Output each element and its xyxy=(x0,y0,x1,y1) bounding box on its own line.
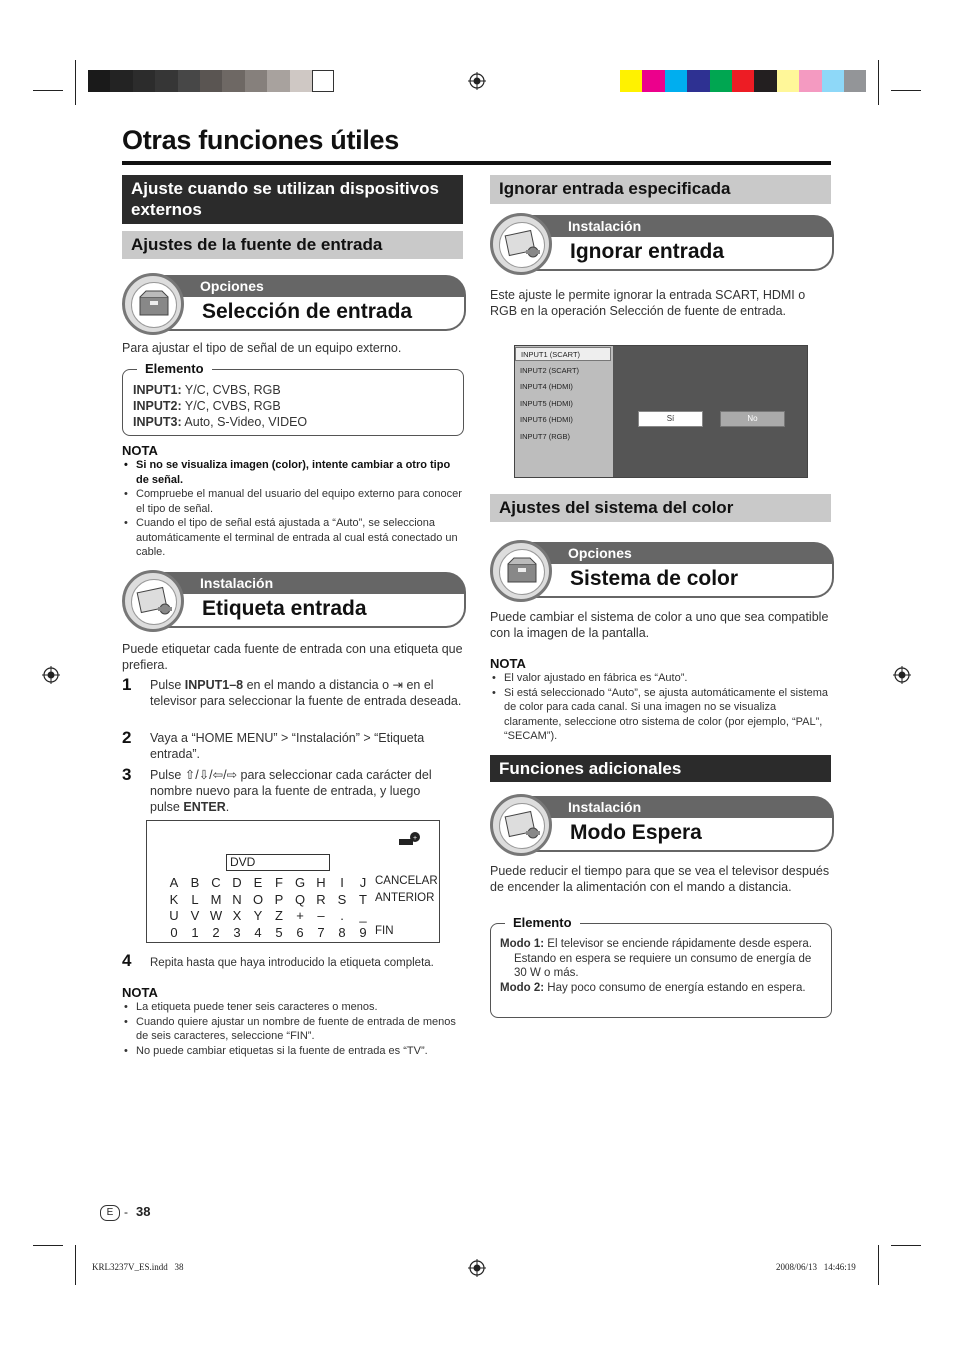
menu-title: Ignorar entrada xyxy=(520,237,834,271)
nota-label: NOTA xyxy=(122,985,158,1000)
keyboard-command-key[interactable]: CANCELAR xyxy=(375,875,438,887)
nota-item: • El valor ajustado en fábrica es “Auto”. xyxy=(490,671,830,686)
category-label: Instalación xyxy=(520,796,834,818)
calibration-swatch xyxy=(312,70,334,92)
registration-mark-icon xyxy=(468,72,486,90)
sub-header-ignorar: Ignorar entrada especificada xyxy=(490,175,831,204)
calibration-swatch xyxy=(822,70,844,92)
nota-label: NOTA xyxy=(490,656,526,671)
calibration-swatch xyxy=(777,70,799,92)
menu-item-ignorar-entrada xyxy=(490,215,834,271)
keyboard-char-key[interactable]: Y xyxy=(253,908,263,923)
keyboard-char-key[interactable]: L xyxy=(191,891,199,907)
calibration-swatch xyxy=(178,70,200,92)
keyboard-char-key[interactable]: O xyxy=(252,891,264,907)
page-title: Otras funciones útiles xyxy=(122,125,399,155)
keyboard-char-key[interactable]: I xyxy=(340,875,344,890)
calibration-swatch xyxy=(710,70,732,92)
keyboard-char-key[interactable]: 4 xyxy=(254,924,262,940)
menu-item-etiqueta-entrada xyxy=(122,572,466,628)
box-label: Elemento xyxy=(505,915,580,930)
elemento-row: INPUT1: Y/C, CVBS, RGB xyxy=(133,383,281,397)
options-icon xyxy=(490,540,552,602)
calibration-swatch xyxy=(155,70,177,92)
registration-mark-icon xyxy=(42,666,60,684)
category-label: Opciones xyxy=(520,542,834,564)
calibration-swatch xyxy=(687,70,709,92)
nota-item: • Cuando el tipo de señal está ajustada a “Auto”, se selecciona automáticamente el terminal de entrada al cual está conectado un cable. xyxy=(122,516,462,560)
keyboard-char-key[interactable]: + xyxy=(296,908,304,923)
keyboard-char-key[interactable]: Q xyxy=(294,891,306,907)
options-icon xyxy=(122,273,184,335)
calibration-swatch xyxy=(844,70,866,92)
nota-item: • Si está seleccionado “Auto”, se ajusta automáticamente el sistema de color para cada canal. Si una imagen no se visualiza claramente, seleccione otro sistema de color (por ejemplo, “PAL”, “SECAM”). xyxy=(490,686,830,744)
step-3-text: Pulse ⇧/⇩/⇦/⇨ para seleccionar cada carácter del nombre nuevo para la fuente de entrada, y luego pulse ENTER. xyxy=(150,768,432,814)
keyboard-char-key[interactable]: H xyxy=(316,875,326,890)
sub-header-fuente-entrada: Ajustes de la fuente de entrada xyxy=(122,231,463,259)
nota-item: • Cuando quiere ajustar un nombre de fuente de entrada de menos de seis caracteres, seleccione “FIN”. xyxy=(122,1015,467,1044)
file-name: KRL3237V_ES.indd 38 xyxy=(92,1262,184,1272)
calibration-swatch xyxy=(620,70,642,92)
calibration-swatch xyxy=(133,70,155,92)
elemento-row: INPUT3: Auto, S-Video, VIDEO xyxy=(133,415,308,429)
registration-mark-icon xyxy=(468,1259,486,1277)
section-header-dispositivos: Ajuste cuando se utilizan dispositivos externos xyxy=(122,175,463,224)
elemento-row: Modo 1: El televisor se enciende rápidamente desde espera. Estando en espera se requiere un consumo de energía de 30 W o más. xyxy=(500,938,812,979)
calibration-swatch xyxy=(222,70,244,92)
title-rule xyxy=(122,161,831,165)
step-number: 4 xyxy=(122,951,132,970)
menu-title: Modo Espera xyxy=(520,818,834,852)
calibration-swatch xyxy=(245,70,267,92)
keyboard-char-key[interactable]: 6 xyxy=(296,924,304,940)
calibration-swatch xyxy=(200,70,222,92)
timestamp: 2008/06/13 14:46:19 xyxy=(776,1262,856,1272)
nota-list-color xyxy=(490,671,830,744)
installation-icon xyxy=(490,794,552,856)
calibration-swatch xyxy=(665,70,687,92)
input-list-item[interactable]: INPUT1 (SCART) xyxy=(515,347,611,361)
elemento-row: Modo 2: Hay poco consumo de energía estando en espera. xyxy=(500,981,806,994)
si-button[interactable]: Sí xyxy=(638,411,703,427)
installation-icon xyxy=(122,570,184,632)
menu-item-modo-espera xyxy=(490,796,834,852)
nota-item: • No puede cambiar etiquetas si la fuente de entrada es “TV”. xyxy=(122,1044,467,1059)
calibration-swatch xyxy=(290,70,312,92)
nota-list-etiqueta xyxy=(122,1000,467,1058)
menu-title: Selección de entrada xyxy=(152,297,466,331)
seleccion-intro: Para ajustar el tipo de señal de un equipo externo. xyxy=(122,341,402,355)
keyboard-char-key[interactable]: C xyxy=(211,875,221,890)
keyboard-char-key[interactable]: G xyxy=(294,875,306,890)
category-label: Instalación xyxy=(152,572,466,594)
keyboard-char-key[interactable]: 7 xyxy=(317,924,325,940)
keyboard-char-key[interactable]: A xyxy=(169,875,179,890)
sub-header-color: Ajustes del sistema del color xyxy=(490,494,831,522)
nota-label: NOTA xyxy=(122,443,158,458)
calibration-swatch xyxy=(642,70,664,92)
keyboard-char-key[interactable]: F xyxy=(275,875,283,890)
keyboard-char-key[interactable]: W xyxy=(209,908,223,923)
etiqueta-intro: Puede etiquetar cada fuente de entrada con una etiqueta que prefiera. xyxy=(122,642,463,672)
svg-text:+: + xyxy=(412,835,418,842)
elemento-row: INPUT2: Y/C, CVBS, RGB xyxy=(133,399,281,413)
step-number: 2 xyxy=(122,728,132,747)
category-label: Instalación xyxy=(520,215,834,237)
keyboard-command-key[interactable]: FIN xyxy=(375,924,394,937)
page-dash: - xyxy=(124,1205,128,1219)
keyboard-char-key[interactable]: . xyxy=(340,908,344,923)
elemento-box-espera xyxy=(490,915,832,1018)
keyboard-char-key[interactable]: V xyxy=(190,908,200,923)
step-number: 1 xyxy=(122,675,132,694)
keyboard-char-key[interactable]: J xyxy=(359,875,367,890)
menu-title: Sistema de color xyxy=(520,564,834,598)
keyboard-char-key[interactable]: U xyxy=(169,908,179,923)
elemento-list xyxy=(500,937,822,995)
page-number: 38 xyxy=(136,1204,151,1219)
calibration-swatch xyxy=(799,70,821,92)
registration-mark-icon xyxy=(893,666,911,684)
keyboard-char-key[interactable]: 8 xyxy=(338,924,346,940)
calibration-swatch xyxy=(732,70,754,92)
return-icon xyxy=(399,831,421,847)
ignorar-entrada-screen xyxy=(514,345,808,478)
calibration-swatch xyxy=(754,70,776,92)
category-label: Opciones xyxy=(152,275,466,297)
elemento-box-seleccion xyxy=(122,361,464,436)
step-4-text: Repita hasta que haya introducido la etiqueta completa. xyxy=(150,957,434,969)
input-list-panel xyxy=(515,346,613,477)
etiqueta-keyboard-screen xyxy=(146,820,440,943)
menu-item-sistema-color xyxy=(490,542,834,598)
step-2-text: Vaya a “HOME MENU” > “Instalación” > “Etiqueta entrada”. xyxy=(150,731,425,761)
keyboard-char-key[interactable]: Z xyxy=(275,908,283,923)
keyboard-char-key[interactable]: _ xyxy=(359,908,367,923)
input-list-item[interactable]: INPUT2 (SCART) xyxy=(520,365,580,375)
keyboard-char-key[interactable]: K xyxy=(169,891,179,907)
menu-item-seleccion-entrada xyxy=(122,275,466,331)
color-intro: Puede cambiar el sistema de color a uno que sea compatible con la imagen de la pantalla. xyxy=(490,610,829,640)
keyboard-char-key[interactable]: – xyxy=(317,908,325,923)
calibration-swatch xyxy=(110,70,132,92)
section-header-funciones: Funciones adicionales xyxy=(490,755,831,782)
box-label: Elemento xyxy=(137,361,212,376)
step-number: 3 xyxy=(122,765,132,784)
nota-item: • La etiqueta puede tener seis caracteres o menos. xyxy=(122,1000,467,1015)
keyboard-char-key[interactable]: D xyxy=(232,875,242,890)
keyboard-char-key[interactable]: 0 xyxy=(170,924,178,940)
espera-intro: Puede reducir el tiempo para que se vea el televisor después de encender la alimentación con el mando a distancia. xyxy=(490,864,830,894)
keyboard-char-key[interactable]: B xyxy=(190,875,200,890)
input-list-item[interactable]: INPUT5 (HDMI) xyxy=(520,398,573,408)
keyboard-char-key[interactable]: X xyxy=(232,908,242,923)
keyboard-char-key[interactable]: 5 xyxy=(275,924,283,940)
keyboard-char-key[interactable]: S xyxy=(337,891,347,907)
menu-title: Etiqueta entrada xyxy=(152,594,466,628)
keyboard-char-key[interactable]: M xyxy=(210,891,222,907)
input-list-item[interactable]: INPUT6 (HDMI) xyxy=(520,415,573,424)
keyboard-char-key[interactable]: P xyxy=(274,891,284,907)
no-button[interactable]: No xyxy=(720,411,785,427)
keyboard-char-key[interactable]: 3 xyxy=(233,924,241,940)
elemento-list xyxy=(133,382,453,430)
keyboard-char-key[interactable]: R xyxy=(316,891,326,907)
keyboard-char-key[interactable]: T xyxy=(359,891,367,907)
installation-icon xyxy=(490,213,552,275)
calibration-swatch xyxy=(88,70,110,92)
keyboard-char-key[interactable]: 1 xyxy=(191,924,199,940)
input-list-item[interactable]: INPUT4 (HDMI) xyxy=(520,382,573,391)
nota-list-seleccion xyxy=(122,458,462,560)
label-input-field[interactable]: DVD xyxy=(226,854,330,871)
keyboard-char-key[interactable]: N xyxy=(232,891,242,907)
nota-item: • Compruebe el manual del usuario del equipo externo para conocer el tipo de señal. xyxy=(122,487,462,516)
input-list-item[interactable]: INPUT7 (RGB) xyxy=(520,431,571,441)
keyboard-char-key[interactable]: E xyxy=(253,875,263,890)
step-1-text: Pulse INPUT1–8 en el mando a distancia o ⇥ en el televisor para seleccionar la fuente de entrada deseada. xyxy=(150,678,462,708)
keyboard-char-key[interactable]: 9 xyxy=(359,924,367,940)
keyboard-command-key[interactable]: ANTERIOR xyxy=(375,891,435,904)
language-badge: E xyxy=(100,1205,120,1221)
calibration-swatch xyxy=(267,70,289,92)
ignorar-intro: Este ajuste le permite ignorar la entrada SCART, HDMI o RGB en la operación Selección de fuente de entrada. xyxy=(490,288,806,318)
nota-item: • Si no se visualiza imagen (color), intente cambiar a otro tipo de señal. xyxy=(122,458,462,487)
keyboard-char-key[interactable]: 2 xyxy=(212,924,220,940)
